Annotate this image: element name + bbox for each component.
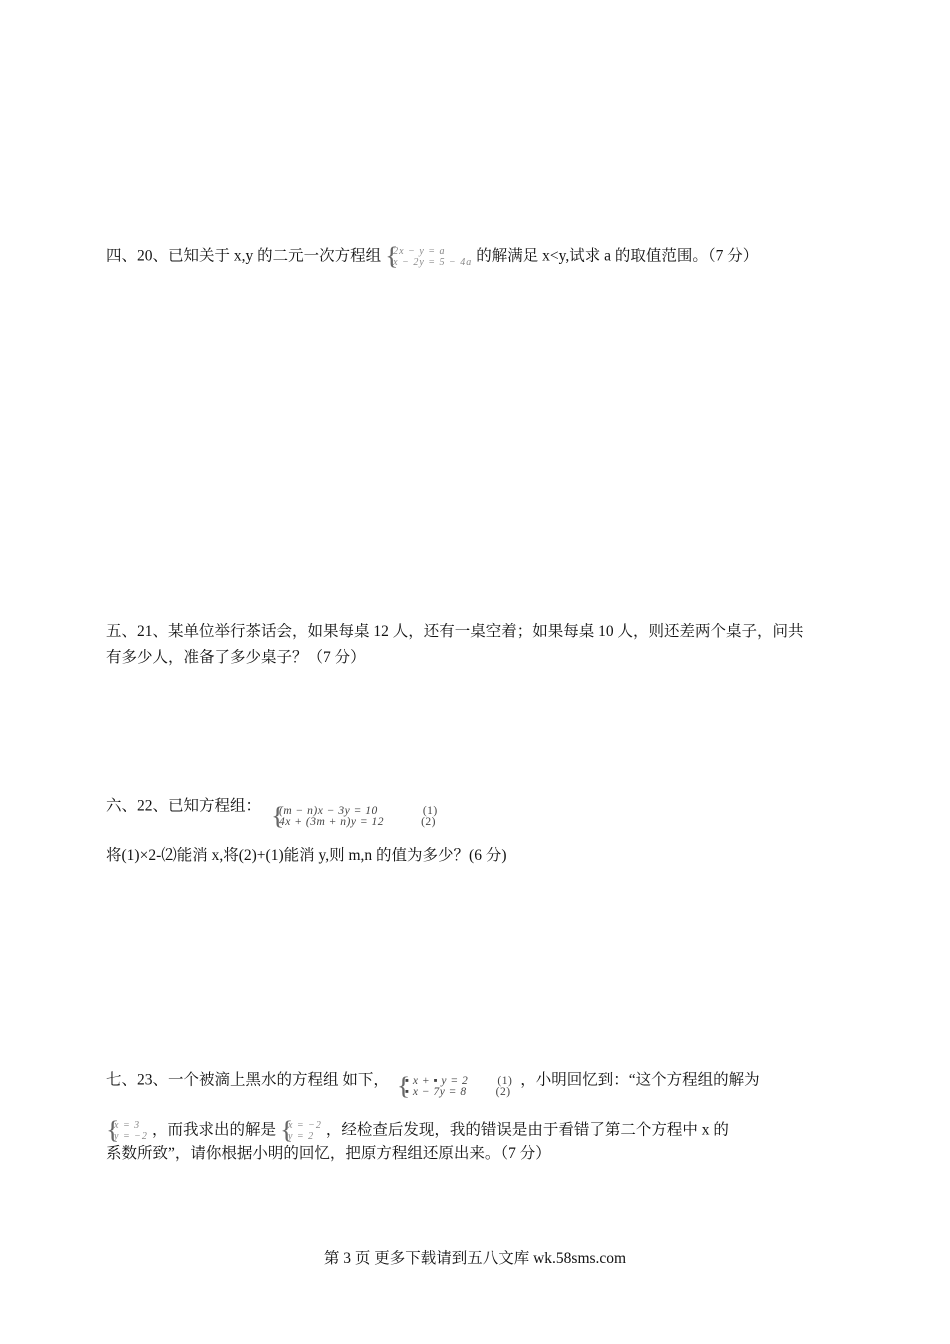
q23-eq2-tag: (2): [495, 1086, 511, 1098]
q23-equation-system: [396, 1072, 513, 1101]
q23-sol1-y: y = −2: [114, 1131, 148, 1142]
q23-line2-suffix: ，经检查后发现，我的错误是由于看错了第二个方程中 x 的: [325, 1121, 729, 1139]
q22-eq2-tag: (2): [421, 816, 436, 828]
q23-solution-2: [279, 1116, 322, 1145]
brace-icon: {: [271, 802, 285, 831]
brace-icon: {: [279, 1116, 294, 1145]
q20-suffix: 的解满足 x<y,试求 a 的取值范围。（7 分）: [476, 247, 759, 265]
q23-solution-1: [106, 1116, 148, 1145]
q20-equation-system: [385, 242, 473, 271]
q23-suffix: ，小明回忆到：“这个方程组的解为: [520, 1071, 760, 1089]
question-23-line1: [106, 1070, 760, 1101]
brace-icon: {: [385, 242, 399, 271]
q22-eq2: 4x + (3m + n)y = 12: [279, 816, 384, 828]
brace-icon: {: [396, 1072, 411, 1101]
q21-line1: 五、21、某单位举行茶话会，如果每桌 12 人，还有一桌空着；如果每桌 10 人，则还差两个桌子，问共: [106, 623, 804, 640]
question-20: [106, 242, 759, 271]
q22-line2: 将(1)×2-⑵能消 x,将(2)+(1)能消 y,则 m,n 的值为多少？(6 分): [106, 847, 507, 864]
q21-line2: 有多少人，准备了多少桌子？（7 分）: [106, 649, 366, 666]
question-22: [106, 796, 438, 831]
q23-sol1-x: x = 3: [114, 1120, 141, 1131]
q23-sol2-x: x = −2: [287, 1120, 322, 1131]
q22-eq1-tag: (1): [422, 805, 438, 817]
q22-eq1: (m − n)x − 3y = 10: [279, 805, 378, 817]
q23-prefix: 七、23、一个被滴上黑水的方程组 如下，: [106, 1071, 389, 1089]
q22-prefix: 六、22、已知方程组：: [106, 797, 262, 815]
q22-equation-system: [271, 802, 438, 831]
brace-icon: {: [106, 1116, 120, 1145]
q23-eq2: ▪ x − 7y = 8: [404, 1086, 467, 1098]
q23-sol2-y: y = 2: [287, 1131, 315, 1142]
question-23-line2: [106, 1116, 729, 1145]
q20-eq1: 2x − y = a: [393, 246, 446, 257]
q23-eq1: ▪ x + ▪ y = 2: [404, 1075, 469, 1087]
q20-prefix: 四、20、已知关于 x,y 的二元一次方程组: [106, 247, 382, 265]
q23-line3: 系数所致”，请你根据小明的回忆，把原方程组还原出来。（7 分）: [106, 1145, 551, 1162]
q23-mid: ，而我求出的解是: [151, 1121, 276, 1139]
q20-eq2: x − 2y = 5 − 4a: [393, 257, 473, 268]
page-footer: 第 3 页 更多下载请到五八文库 wk.58sms.com: [323, 1250, 627, 1267]
q23-eq1-tag: (1): [497, 1075, 513, 1087]
